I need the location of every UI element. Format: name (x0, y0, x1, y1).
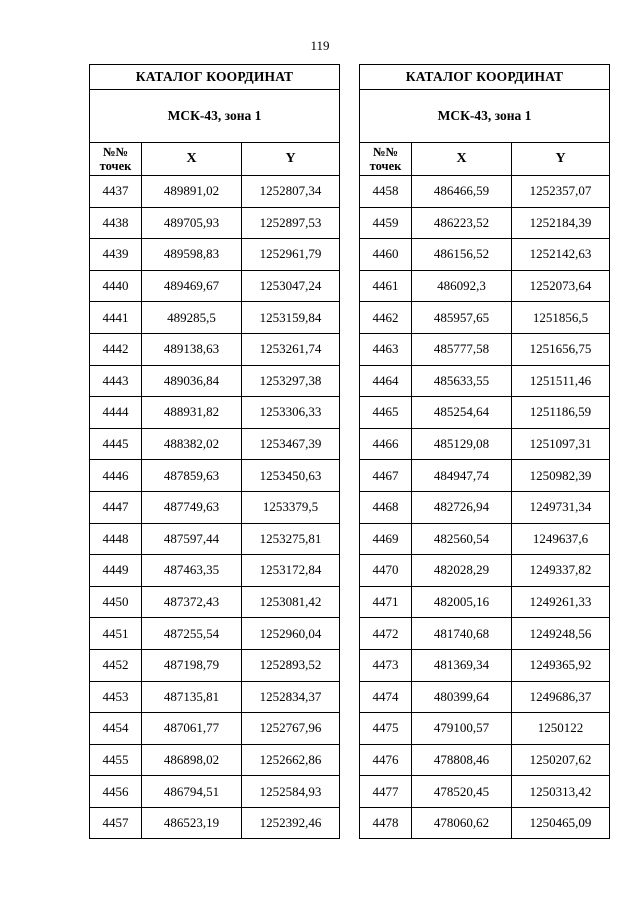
x-coordinate-cell: 486092,3 (412, 270, 512, 302)
x-coordinate-cell: 489138,63 (142, 333, 242, 365)
column-header-x: X (412, 143, 512, 176)
x-coordinate-cell: 485129,08 (412, 428, 512, 460)
table-row (90, 586, 340, 618)
y-coordinate-cell: 1249637,6 (512, 523, 610, 555)
x-coordinate-cell: 478520,45 (412, 776, 512, 808)
point-number-cell: 4446 (90, 460, 142, 492)
table-row (90, 365, 340, 397)
y-coordinate-cell: 1252584,93 (242, 776, 340, 808)
point-number-cell: 4477 (360, 776, 412, 808)
point-number-cell: 4466 (360, 428, 412, 460)
y-coordinate-cell: 1252662,86 (242, 744, 340, 776)
table-row (360, 333, 610, 365)
y-coordinate-cell: 1252961,79 (242, 239, 340, 271)
y-coordinate-cell: 1252392,46 (242, 807, 340, 839)
column-header-point-number (90, 143, 142, 176)
x-coordinate-cell: 486523,19 (142, 807, 242, 839)
point-number-cell: 4473 (360, 649, 412, 681)
x-coordinate-cell: 489891,02 (142, 176, 242, 208)
x-coordinate-cell: 487463,35 (142, 555, 242, 587)
x-coordinate-cell: 487749,63 (142, 491, 242, 523)
column-header-y: Y (242, 143, 340, 176)
x-coordinate-cell: 482726,94 (412, 491, 512, 523)
point-number-cell: 4474 (360, 681, 412, 713)
table-row (90, 270, 340, 302)
table-row (360, 270, 610, 302)
x-coordinate-cell: 482028,29 (412, 555, 512, 587)
table-row (90, 491, 340, 523)
x-coordinate-cell: 480399,64 (412, 681, 512, 713)
x-coordinate-cell: 479100,57 (412, 713, 512, 745)
table-row (360, 618, 610, 650)
x-coordinate-cell: 482005,16 (412, 586, 512, 618)
table-row (90, 207, 340, 239)
y-coordinate-cell: 1253379,5 (242, 491, 340, 523)
x-coordinate-cell: 489705,93 (142, 207, 242, 239)
x-coordinate-cell: 487135,81 (142, 681, 242, 713)
table-row (360, 586, 610, 618)
point-number-cell: 4478 (360, 807, 412, 839)
table-row (90, 555, 340, 587)
point-number-cell: 4460 (360, 239, 412, 271)
point-number-cell: 4461 (360, 270, 412, 302)
y-coordinate-cell: 1253297,38 (242, 365, 340, 397)
y-coordinate-cell: 1253306,33 (242, 397, 340, 429)
point-number-cell: 4454 (90, 713, 142, 745)
table-row (90, 397, 340, 429)
x-coordinate-cell: 486223,52 (412, 207, 512, 239)
y-coordinate-cell: 1252184,39 (512, 207, 610, 239)
y-coordinate-cell: 1249686,37 (512, 681, 610, 713)
y-coordinate-cell: 1253261,74 (242, 333, 340, 365)
table-row (360, 176, 610, 208)
table-row (90, 239, 340, 271)
catalog-title: КАТАЛОГ КООРДИНАТ (360, 65, 610, 90)
point-number-cell: 4452 (90, 649, 142, 681)
table-row (360, 523, 610, 555)
x-coordinate-cell: 484947,74 (412, 460, 512, 492)
y-coordinate-cell: 1249365,92 (512, 649, 610, 681)
x-coordinate-cell: 489598,83 (142, 239, 242, 271)
column-header-point-number (360, 143, 412, 176)
catalog-body (360, 176, 610, 839)
y-coordinate-cell: 1252142,63 (512, 239, 610, 271)
x-coordinate-cell: 487372,43 (142, 586, 242, 618)
table-row (360, 555, 610, 587)
table-row (90, 776, 340, 808)
point-number-cell: 4437 (90, 176, 142, 208)
x-coordinate-cell: 485777,58 (412, 333, 512, 365)
x-coordinate-cell: 486898,02 (142, 744, 242, 776)
y-coordinate-cell: 1252834,37 (242, 681, 340, 713)
point-number-cell: 4469 (360, 523, 412, 555)
table-row (90, 681, 340, 713)
x-coordinate-cell: 481369,34 (412, 649, 512, 681)
point-number-cell: 4448 (90, 523, 142, 555)
coordinate-catalog-left (89, 64, 340, 839)
point-number-cell: 4445 (90, 428, 142, 460)
y-coordinate-cell: 1249337,82 (512, 555, 610, 587)
y-coordinate-cell: 1253172,84 (242, 555, 340, 587)
y-coordinate-cell: 1253047,24 (242, 270, 340, 302)
x-coordinate-cell: 487597,44 (142, 523, 242, 555)
column-header-x: X (142, 143, 242, 176)
y-coordinate-cell: 1249731,34 (512, 491, 610, 523)
point-number-cell: 4456 (90, 776, 142, 808)
x-coordinate-cell: 485957,65 (412, 302, 512, 334)
point-number-cell: 4467 (360, 460, 412, 492)
point-number-cell: 4462 (360, 302, 412, 334)
x-coordinate-cell: 486466,59 (412, 176, 512, 208)
table-row (90, 713, 340, 745)
y-coordinate-cell: 1252807,34 (242, 176, 340, 208)
y-coordinate-cell: 1253450,63 (242, 460, 340, 492)
table-row (360, 397, 610, 429)
table-row (90, 618, 340, 650)
point-number-cell: 4455 (90, 744, 142, 776)
table-row (90, 807, 340, 839)
table-row (90, 460, 340, 492)
catalog-body (90, 176, 340, 839)
table-row (360, 491, 610, 523)
point-number-cell: 4450 (90, 586, 142, 618)
y-coordinate-cell: 1250122 (512, 713, 610, 745)
x-coordinate-cell: 489469,67 (142, 270, 242, 302)
y-coordinate-cell: 1251511,46 (512, 365, 610, 397)
x-coordinate-cell: 485633,55 (412, 365, 512, 397)
y-coordinate-cell: 1253467,39 (242, 428, 340, 460)
x-coordinate-cell: 489285,5 (142, 302, 242, 334)
point-number-cell: 4439 (90, 239, 142, 271)
point-number-cell: 4444 (90, 397, 142, 429)
x-coordinate-cell: 488382,02 (142, 428, 242, 460)
y-coordinate-cell: 1253275,81 (242, 523, 340, 555)
y-coordinate-cell: 1251186,59 (512, 397, 610, 429)
table-row (90, 302, 340, 334)
point-number-cell: 4472 (360, 618, 412, 650)
table-row (360, 428, 610, 460)
y-coordinate-cell: 1253081,42 (242, 586, 340, 618)
y-coordinate-cell: 1252960,04 (242, 618, 340, 650)
y-coordinate-cell: 1249261,33 (512, 586, 610, 618)
x-coordinate-cell: 487198,79 (142, 649, 242, 681)
table-row (90, 523, 340, 555)
table-row (360, 744, 610, 776)
x-coordinate-cell: 486794,51 (142, 776, 242, 808)
point-number-cell: 4464 (360, 365, 412, 397)
point-number-cell: 4449 (90, 555, 142, 587)
point-number-cell: 4471 (360, 586, 412, 618)
x-coordinate-cell: 487061,77 (142, 713, 242, 745)
x-coordinate-cell: 486156,52 (412, 239, 512, 271)
y-coordinate-cell: 1252357,07 (512, 176, 610, 208)
point-number-cell: 4463 (360, 333, 412, 365)
y-coordinate-cell: 1250313,42 (512, 776, 610, 808)
point-number-cell: 4458 (360, 176, 412, 208)
table-row (360, 807, 610, 839)
point-number-cell: 4440 (90, 270, 142, 302)
column-header-num-line1: №№ (372, 145, 399, 159)
y-coordinate-cell: 1251097,31 (512, 428, 610, 460)
column-header-y: Y (512, 143, 610, 176)
y-coordinate-cell: 1251656,75 (512, 333, 610, 365)
table-row (90, 176, 340, 208)
y-coordinate-cell: 1252893,52 (242, 649, 340, 681)
y-coordinate-cell: 1249248,56 (512, 618, 610, 650)
x-coordinate-cell: 482560,54 (412, 523, 512, 555)
table-row (360, 776, 610, 808)
x-coordinate-cell: 485254,64 (412, 397, 512, 429)
point-number-cell: 4438 (90, 207, 142, 239)
coordinate-catalog-right (359, 64, 610, 839)
y-coordinate-cell: 1252897,53 (242, 207, 340, 239)
y-coordinate-cell: 1253159,84 (242, 302, 340, 334)
y-coordinate-cell: 1251856,5 (512, 302, 610, 334)
point-number-cell: 4451 (90, 618, 142, 650)
x-coordinate-cell: 488931,82 (142, 397, 242, 429)
point-number-cell: 4475 (360, 713, 412, 745)
x-coordinate-cell: 487859,63 (142, 460, 242, 492)
table-row (90, 744, 340, 776)
point-number-cell: 4470 (360, 555, 412, 587)
point-number-cell: 4443 (90, 365, 142, 397)
table-row (360, 239, 610, 271)
y-coordinate-cell: 1250982,39 (512, 460, 610, 492)
x-coordinate-cell: 481740,68 (412, 618, 512, 650)
table-row (360, 681, 610, 713)
page-number: 119 (310, 38, 330, 53)
point-number-cell: 4459 (360, 207, 412, 239)
column-header-num-line1: №№ (102, 145, 129, 159)
table-row (90, 428, 340, 460)
catalog-subtitle: МСК-43, зона 1 (360, 90, 610, 143)
x-coordinate-cell: 489036,84 (142, 365, 242, 397)
y-coordinate-cell: 1250207,62 (512, 744, 610, 776)
table-row (360, 365, 610, 397)
table-row (360, 649, 610, 681)
table-row (360, 460, 610, 492)
point-number-cell: 4442 (90, 333, 142, 365)
y-coordinate-cell: 1252073,64 (512, 270, 610, 302)
point-number-cell: 4468 (360, 491, 412, 523)
y-coordinate-cell: 1250465,09 (512, 807, 610, 839)
x-coordinate-cell: 478060,62 (412, 807, 512, 839)
point-number-cell: 4465 (360, 397, 412, 429)
catalog-subtitle: МСК-43, зона 1 (90, 90, 340, 143)
x-coordinate-cell: 478808,46 (412, 744, 512, 776)
point-number-cell: 4441 (90, 302, 142, 334)
column-header-num-line2: точек (99, 159, 132, 173)
x-coordinate-cell: 487255,54 (142, 618, 242, 650)
y-coordinate-cell: 1252767,96 (242, 713, 340, 745)
catalog-title: КАТАЛОГ КООРДИНАТ (90, 65, 340, 90)
table-row (90, 649, 340, 681)
table-row (360, 207, 610, 239)
point-number-cell: 4447 (90, 491, 142, 523)
table-row (360, 302, 610, 334)
table-row (360, 713, 610, 745)
column-header-num-line2: точек (369, 159, 402, 173)
point-number-cell: 4457 (90, 807, 142, 839)
table-row (90, 333, 340, 365)
point-number-cell: 4476 (360, 744, 412, 776)
point-number-cell: 4453 (90, 681, 142, 713)
